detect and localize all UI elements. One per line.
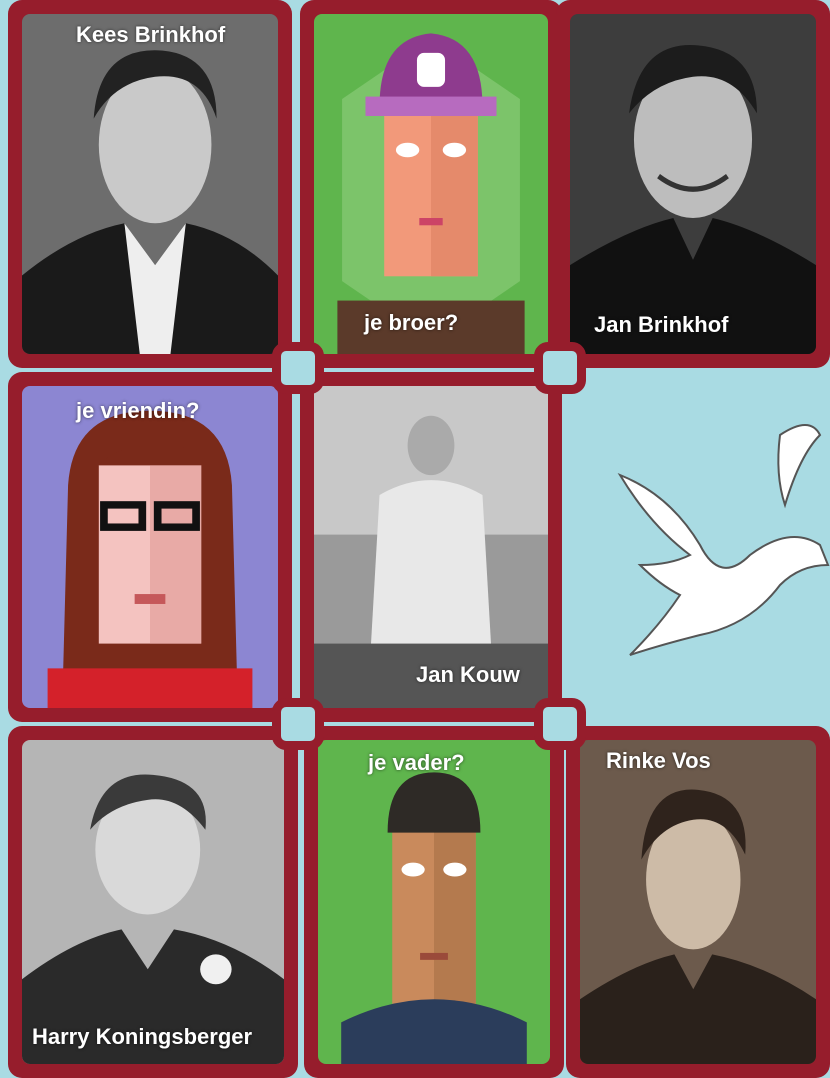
frame-corner: [534, 698, 586, 750]
card-name: je broer?: [364, 310, 459, 335]
card-harry-koningsberger[interactable]: [8, 726, 298, 1078]
avatar-illustration: [318, 740, 550, 1064]
card-kees-brinkhof[interactable]: [8, 0, 292, 368]
card-name: je vriendin?: [76, 398, 200, 423]
card-name: Kees Brinkhof: [76, 22, 226, 47]
portrait-photo: [570, 14, 816, 354]
card-name: je vader?: [368, 750, 465, 775]
portrait-photo: [314, 386, 548, 708]
card-je-vriendin[interactable]: [8, 372, 292, 722]
dove-icon: [580, 395, 830, 695]
card-jan-kouw[interactable]: [300, 372, 562, 722]
frame-corner: [272, 342, 324, 394]
portrait-photo: [22, 740, 284, 1064]
avatar-illustration: [22, 386, 278, 708]
card-name: Harry Koningsberger: [32, 1024, 253, 1049]
avatar-illustration: [314, 14, 548, 354]
card-rinke-vos[interactable]: [566, 726, 830, 1078]
frame-corner: [534, 342, 586, 394]
card-je-broer[interactable]: [300, 0, 562, 368]
card-name: Jan Brinkhof: [594, 312, 729, 337]
card-jan-brinkhof[interactable]: [556, 0, 830, 368]
portrait-photo: [22, 14, 278, 354]
card-name: Rinke Vos: [606, 748, 711, 773]
frame-corner: [272, 698, 324, 750]
card-name: Jan Kouw: [416, 662, 520, 687]
card-je-vader[interactable]: [304, 726, 564, 1078]
portrait-photo: [580, 740, 816, 1064]
